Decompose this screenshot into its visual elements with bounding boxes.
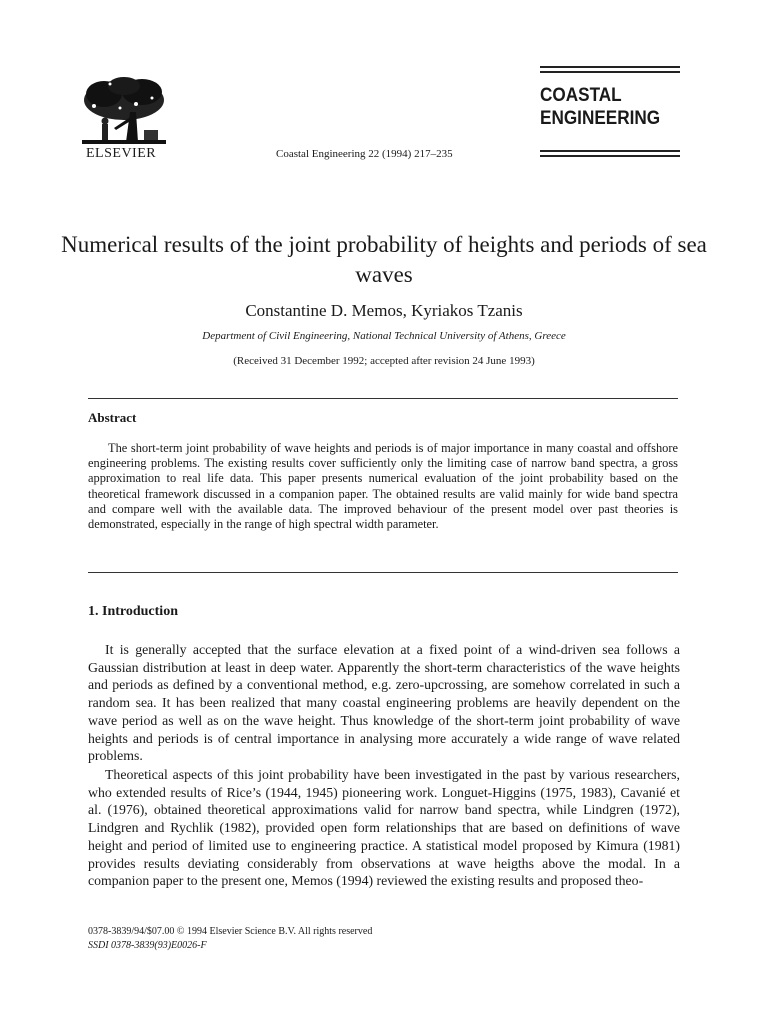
header-rule: [540, 150, 680, 152]
copyright-line: 0378-3839/94/$07.00 © 1994 Elsevier Science B.V. All rights reserved: [88, 926, 373, 937]
header-rule: [540, 155, 680, 157]
page-footer: [88, 925, 372, 953]
paper-title: Numerical results of the joint probability of heights and periods of sea waves: [61, 232, 707, 287]
received-dates: (Received 31 December 1992; accepted after revision 24 June 1993): [233, 355, 535, 367]
ssdi-code: SSDI 0378-3839(93)E0026-F: [88, 940, 207, 951]
header-rule: [540, 71, 680, 73]
abstract-heading: Abstract: [88, 410, 137, 425]
header-rule: [540, 66, 680, 68]
journal-title-line: COASTAL: [540, 84, 622, 106]
body-paragraph: Theoretical aspects of this joint probability have been investigated in the past by various researchers, who extended results of Rice’s (1944, 1945) pioneering work. Longuet-Higgins (1975, 1983), Cavanié et al. (1976), obtained theoretical approximations valid for narrow band spectra, while Lindgren (1972), Lindgren and Rychlik (1982), provided open form relationships that are based on definitions of wave height and period of limited use to engineering practice. A statistical model proposed by Kimura (1981) provides results deviating considerably from observations at wave heigths above the modal. In a companion paper to the present one, Memos (1994) reviewed the existing results and proposed theo-: [88, 767, 680, 889]
publisher-name: ELSEVIER: [86, 146, 157, 161]
abstract-text: The short-term joint probability of wave heights and periods is of major importance in many coastal and offshore engineering problems. The existing results cover sufficiently only the limiting case of narrow band spectra, a gross approximation to real life data. This paper presents numerical evaluation of the joint probability based on the theoretical framework discussed in a companion paper. The obtained results are valid mainly for wide band spectra and compare well with the available data. The improved behaviour of the present model over past theories is demonstrated, especially in the range of high spectral width parameter.: [88, 441, 678, 532]
journal-title-line: ENGINEERING: [540, 107, 661, 129]
section-heading-introduction: 1. Introduction: [88, 604, 178, 619]
abstract-divider: [88, 572, 678, 573]
journal-reference: Coastal Engineering 22 (1994) 217–235: [276, 148, 453, 160]
elsevier-tree-logo: [80, 76, 168, 146]
abstract-divider: [88, 398, 678, 399]
journal-title: [540, 84, 660, 130]
author-affiliation: Department of Civil Engineering, National Technical University of Athens, Greece: [202, 330, 566, 342]
author-list: Constantine D. Memos, Kyriakos Tzanis: [245, 301, 523, 320]
body-paragraph: It is generally accepted that the surface elevation at a fixed point of a wind-driven sea follows a Gaussian distribution at least in deep water. Apparently the short-term characteristics of the wave heights and periods as defined by a conventional method, e.g. zero-upcrossing, are somehow correlated in such a random sea. It has been realized that many coastal engineering problems are heavily dependent on the wave period as well as on the wave height. Thus knowledge of the short-term joint probability of wave heights and periods is of central importance in analysing more accurately a wide range of wave related problems.: [88, 642, 680, 764]
